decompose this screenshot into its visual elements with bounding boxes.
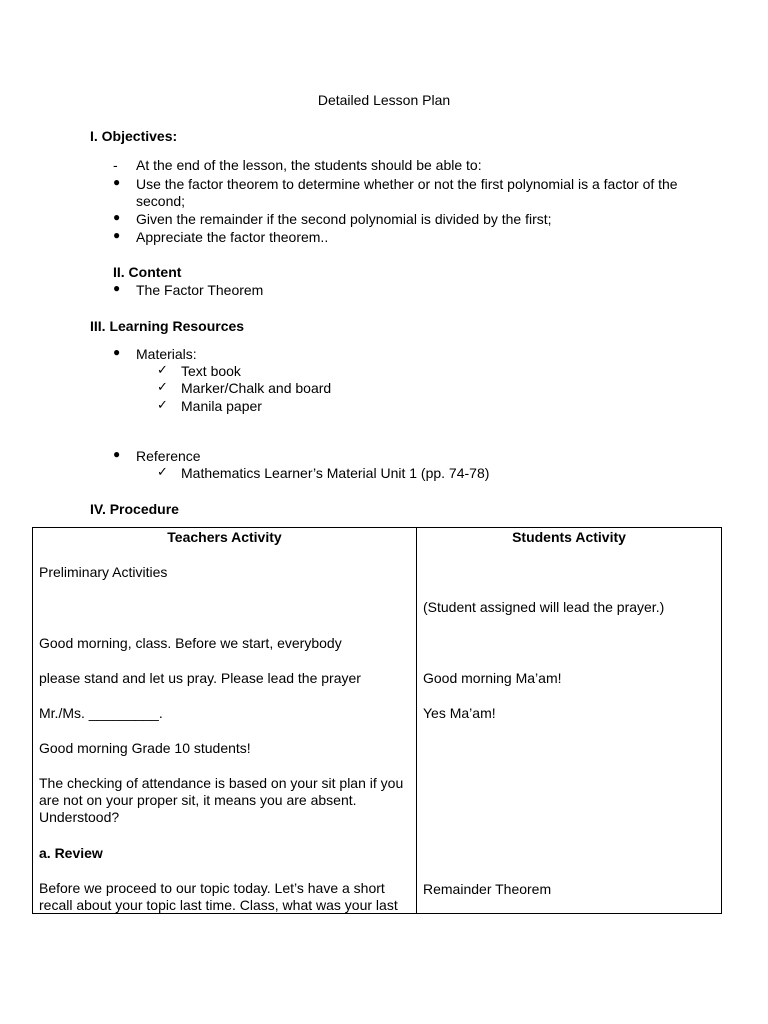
student-line: Remainder Theorem [423,881,552,897]
objective-item-continued: second; [136,193,186,209]
student-line: (Student assigned will lead the prayer.) [423,599,665,615]
page-title: Detailed Lesson Plan [317,92,451,108]
bullet-icon: ● [113,210,121,224]
checkmark-icon: ✓ [157,362,168,377]
preliminary-activities: Preliminary Activities [39,564,168,580]
reference-label: Reference [136,448,201,464]
review-heading: a. Review [39,845,103,861]
objectives-intro: At the end of the lesson, the students should be able to: [136,157,482,173]
bullet-icon: ● [113,447,121,461]
teacher-line: Before we proceed to our topic today. Let’s have a short [39,880,385,896]
material-item: Text book [181,363,241,379]
teacher-line: Good morning, class. Before we start, everybody [39,635,342,651]
resources-heading: III. Learning Resources [90,318,245,334]
content-heading: II. Content [113,264,182,280]
checkmark-icon: ✓ [157,464,168,479]
teachers-activity-column [33,528,417,914]
procedure-heading: IV. Procedure [90,501,179,517]
student-line: Good morning Ma’am! [423,670,562,686]
material-item: Marker/Chalk and board [181,380,332,396]
objective-item: Given the remainder if the second polynomial is divided by the first; [136,211,552,227]
bullet-icon: ● [113,281,121,295]
students-activity-column [417,528,722,914]
teacher-line: please stand and let us pray. Please lead the prayer [39,670,361,686]
objective-item: Appreciate the factor theorem.. [136,229,329,245]
bullet-icon: ● [113,175,121,189]
reference-item: Mathematics Learner’s Material Unit 1 (pp. 74-78) [181,465,490,481]
material-item: Manila paper [181,398,262,414]
content-item: The Factor Theorem [136,282,264,298]
students-activity-header: Students Activity [512,529,626,545]
teacher-line: Mr./Ms. _________. [39,705,163,721]
teachers-activity-header: Teachers Activity [167,529,282,545]
bullet-icon: ● [113,345,121,359]
teacher-line: Good morning Grade 10 students! [39,740,251,756]
materials-label: Materials: [136,346,197,362]
checkmark-icon: ✓ [157,379,168,394]
objectives-heading: I. Objectives: [90,128,178,144]
checkmark-icon: ✓ [157,397,168,412]
dash-marker: - [113,157,118,173]
teacher-line: recall about your topic last time. Class, what was your last [39,897,398,913]
objective-item: Use the factor theorem to determine whether or not the first polynomial is a factor of the [136,176,678,192]
procedure-table [32,527,722,914]
bullet-icon: ● [113,228,121,242]
student-line: Yes Ma’am! [423,705,496,721]
attendance-note: The checking of attendance is based on your sit plan if you are not on your proper sit, it means you are absent. Understood? [39,775,404,825]
